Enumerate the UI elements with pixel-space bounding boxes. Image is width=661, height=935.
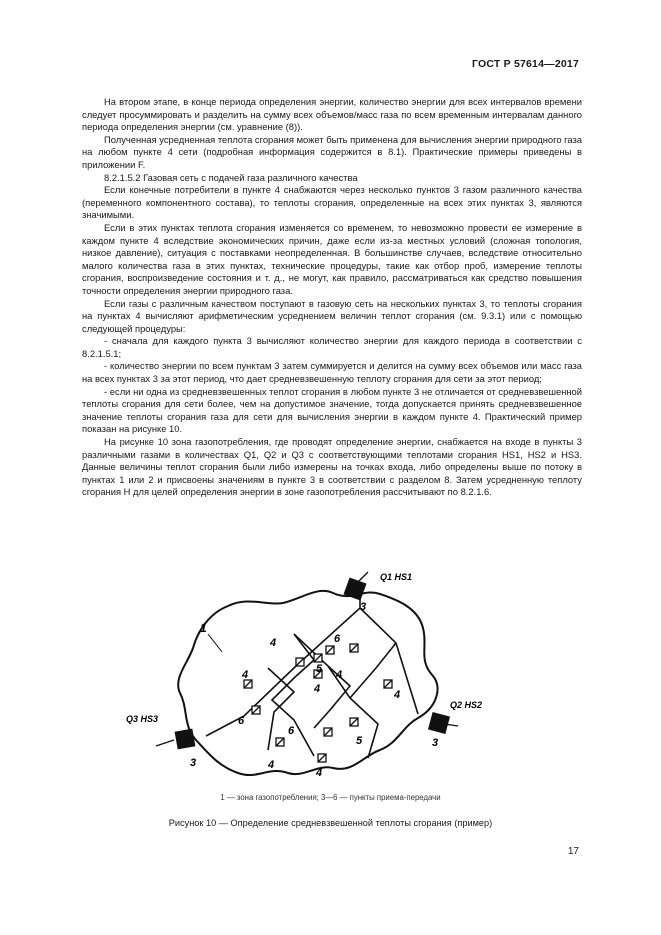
label-3-top: 3 (360, 601, 367, 613)
label-inlet-3: Q3 HS3 (126, 714, 159, 724)
label-inlet-1: Q1 HS1 (380, 572, 413, 582)
paragraph-2: Полученная усредненная теплота сгорания может быть применена для вычисления энергии природного газа на любом пункте 4 сети (подробная информация содержится в 8.1). Практические примеры приведены в приложении F. (82, 133, 582, 170)
label-zone: 1 (200, 621, 207, 635)
zone-leader-line (208, 634, 222, 652)
paragraph-1: На втором этапе, в конце периода определения энергии, количество энергии для всех интервалов времени следует просуммировать и разделить на сумму всех объемов/масс газа по всем временным интервалам данного периода определения энергии (см. уравнение (8)). (82, 96, 582, 133)
inlet-point-3-right (428, 712, 450, 734)
paragraph-5: Если в этих пунктах теплота сгорания изменяется со временем, то невозможно провести ее измерение в каждом пункте 4 вследствие экономических причин, даже если из-за местных условий (сложная топология, низкое давление), ситуация с поставками неопределенная. В большинстве случаев, вследствие относительно малого количества газа в этих пунктах, технические процедуры, такие как отбор проб, измерение теплоты сгорания, воспроизведение состояния и т. д., не могут, как правило, рассматриваться как средство повышения точности определения энергии природного газа. (82, 221, 582, 296)
label-3-right: 3 (432, 737, 439, 749)
figure-caption: Рисунок 10 — Определение средневзвешенной теплоты сгорания (пример) (168, 818, 493, 828)
standard-header: ГОСТ Р 57614—2017 (471, 58, 579, 70)
figure-legend: 1 — зона газопотребления; 3—6 — пункты приема-передачи (220, 793, 441, 802)
list-item-3: - если ни одна из средневзвешенных теплот сгорания в любом пункте 3 не отличается от средневзвешенной теплоты сгорания для сети более, чем на допустимое значение, тогда допускается принять средневзвешенное значение теплоты сгорания газа для сети для вычисления энергии в каждом пункте 4. Практический пример показан на рисунке 10. (82, 385, 582, 435)
label-4-f: 4 (316, 767, 323, 779)
list-item-2: - количество энергии по всем пунктам 3 затем суммируется и делится на сумму всех объемов или масс газа на всех пунктах 3 за этот период, что дает средневзвешенную теплоту сгорания для сети за этот период; (82, 360, 582, 385)
inlet-point-3-left (175, 729, 196, 750)
outlet-points (244, 644, 392, 762)
label-5-b: 5 (356, 735, 363, 747)
label-4-b: 4 (242, 669, 249, 681)
label-4-a: 4 (270, 637, 277, 649)
label-4-c: 4 (314, 683, 321, 695)
label-3-left: 3 (190, 757, 197, 769)
inlet-arrows (156, 572, 458, 746)
label-6-a: 6 (334, 633, 341, 645)
label-4-e: 4 (268, 759, 275, 771)
body-text (82, 96, 582, 499)
paragraph-4: Если конечные потребители в пункте 4 снабжаются через несколько пунктов 3 газом различного качества (переменного компонентного состава), то теплоты сгорания, определенные на всех этих пунктах 3, являются значимыми. (82, 184, 582, 221)
paragraph-10: На рисунке 10 зона газопотребления, где проводят определение энергии, снабжается на входе в пункты 3 различными газами в количествах Q1, Q2 и Q3 с соответствующими теплотами сгорания HS1, HS2 и HS3. Данные величины теплот сгорания были либо измерены на точках входа, либо определены выше по потоку в пунктах 1 или 2 и присвоены значениям в пункте 3 в соответствии с разделом 8. Затем усредненную теплоту сгорания H для целей определения энергии в зоне газопотребления рассчитывают по 8.2.1.6. (82, 436, 582, 498)
label-6-c: 6 (288, 725, 295, 737)
list-item-1: - сначала для каждого пункта 3 вычисляют количество энергии для каждого периода в соответствии с 8.2.1.5.1; (82, 335, 582, 359)
pipelines (206, 588, 418, 758)
label-4-d: 4 (336, 669, 343, 681)
section-heading: 8.2.1.5.2 Газовая сеть с подачей газа различного качества (104, 171, 358, 183)
consumption-zone-outline (178, 591, 437, 775)
label-5-a: 5 (316, 663, 323, 675)
page-number: 17 (567, 846, 579, 857)
label-inlet-2: Q2 HS2 (450, 700, 483, 710)
label-6-b: 6 (238, 715, 245, 727)
paragraph-6: Если газы с различным качеством поступают в газовую сеть на нескольких пунктах 3, то теплоты сгорания на пунктах 4 вычисляют арифметическим усреднением величин теплот сгорания (см. 9.3.1) или с помощью следующей процедуры: (82, 297, 582, 334)
gas-network-diagram (118, 568, 483, 798)
label-4-g: 4 (394, 689, 401, 701)
